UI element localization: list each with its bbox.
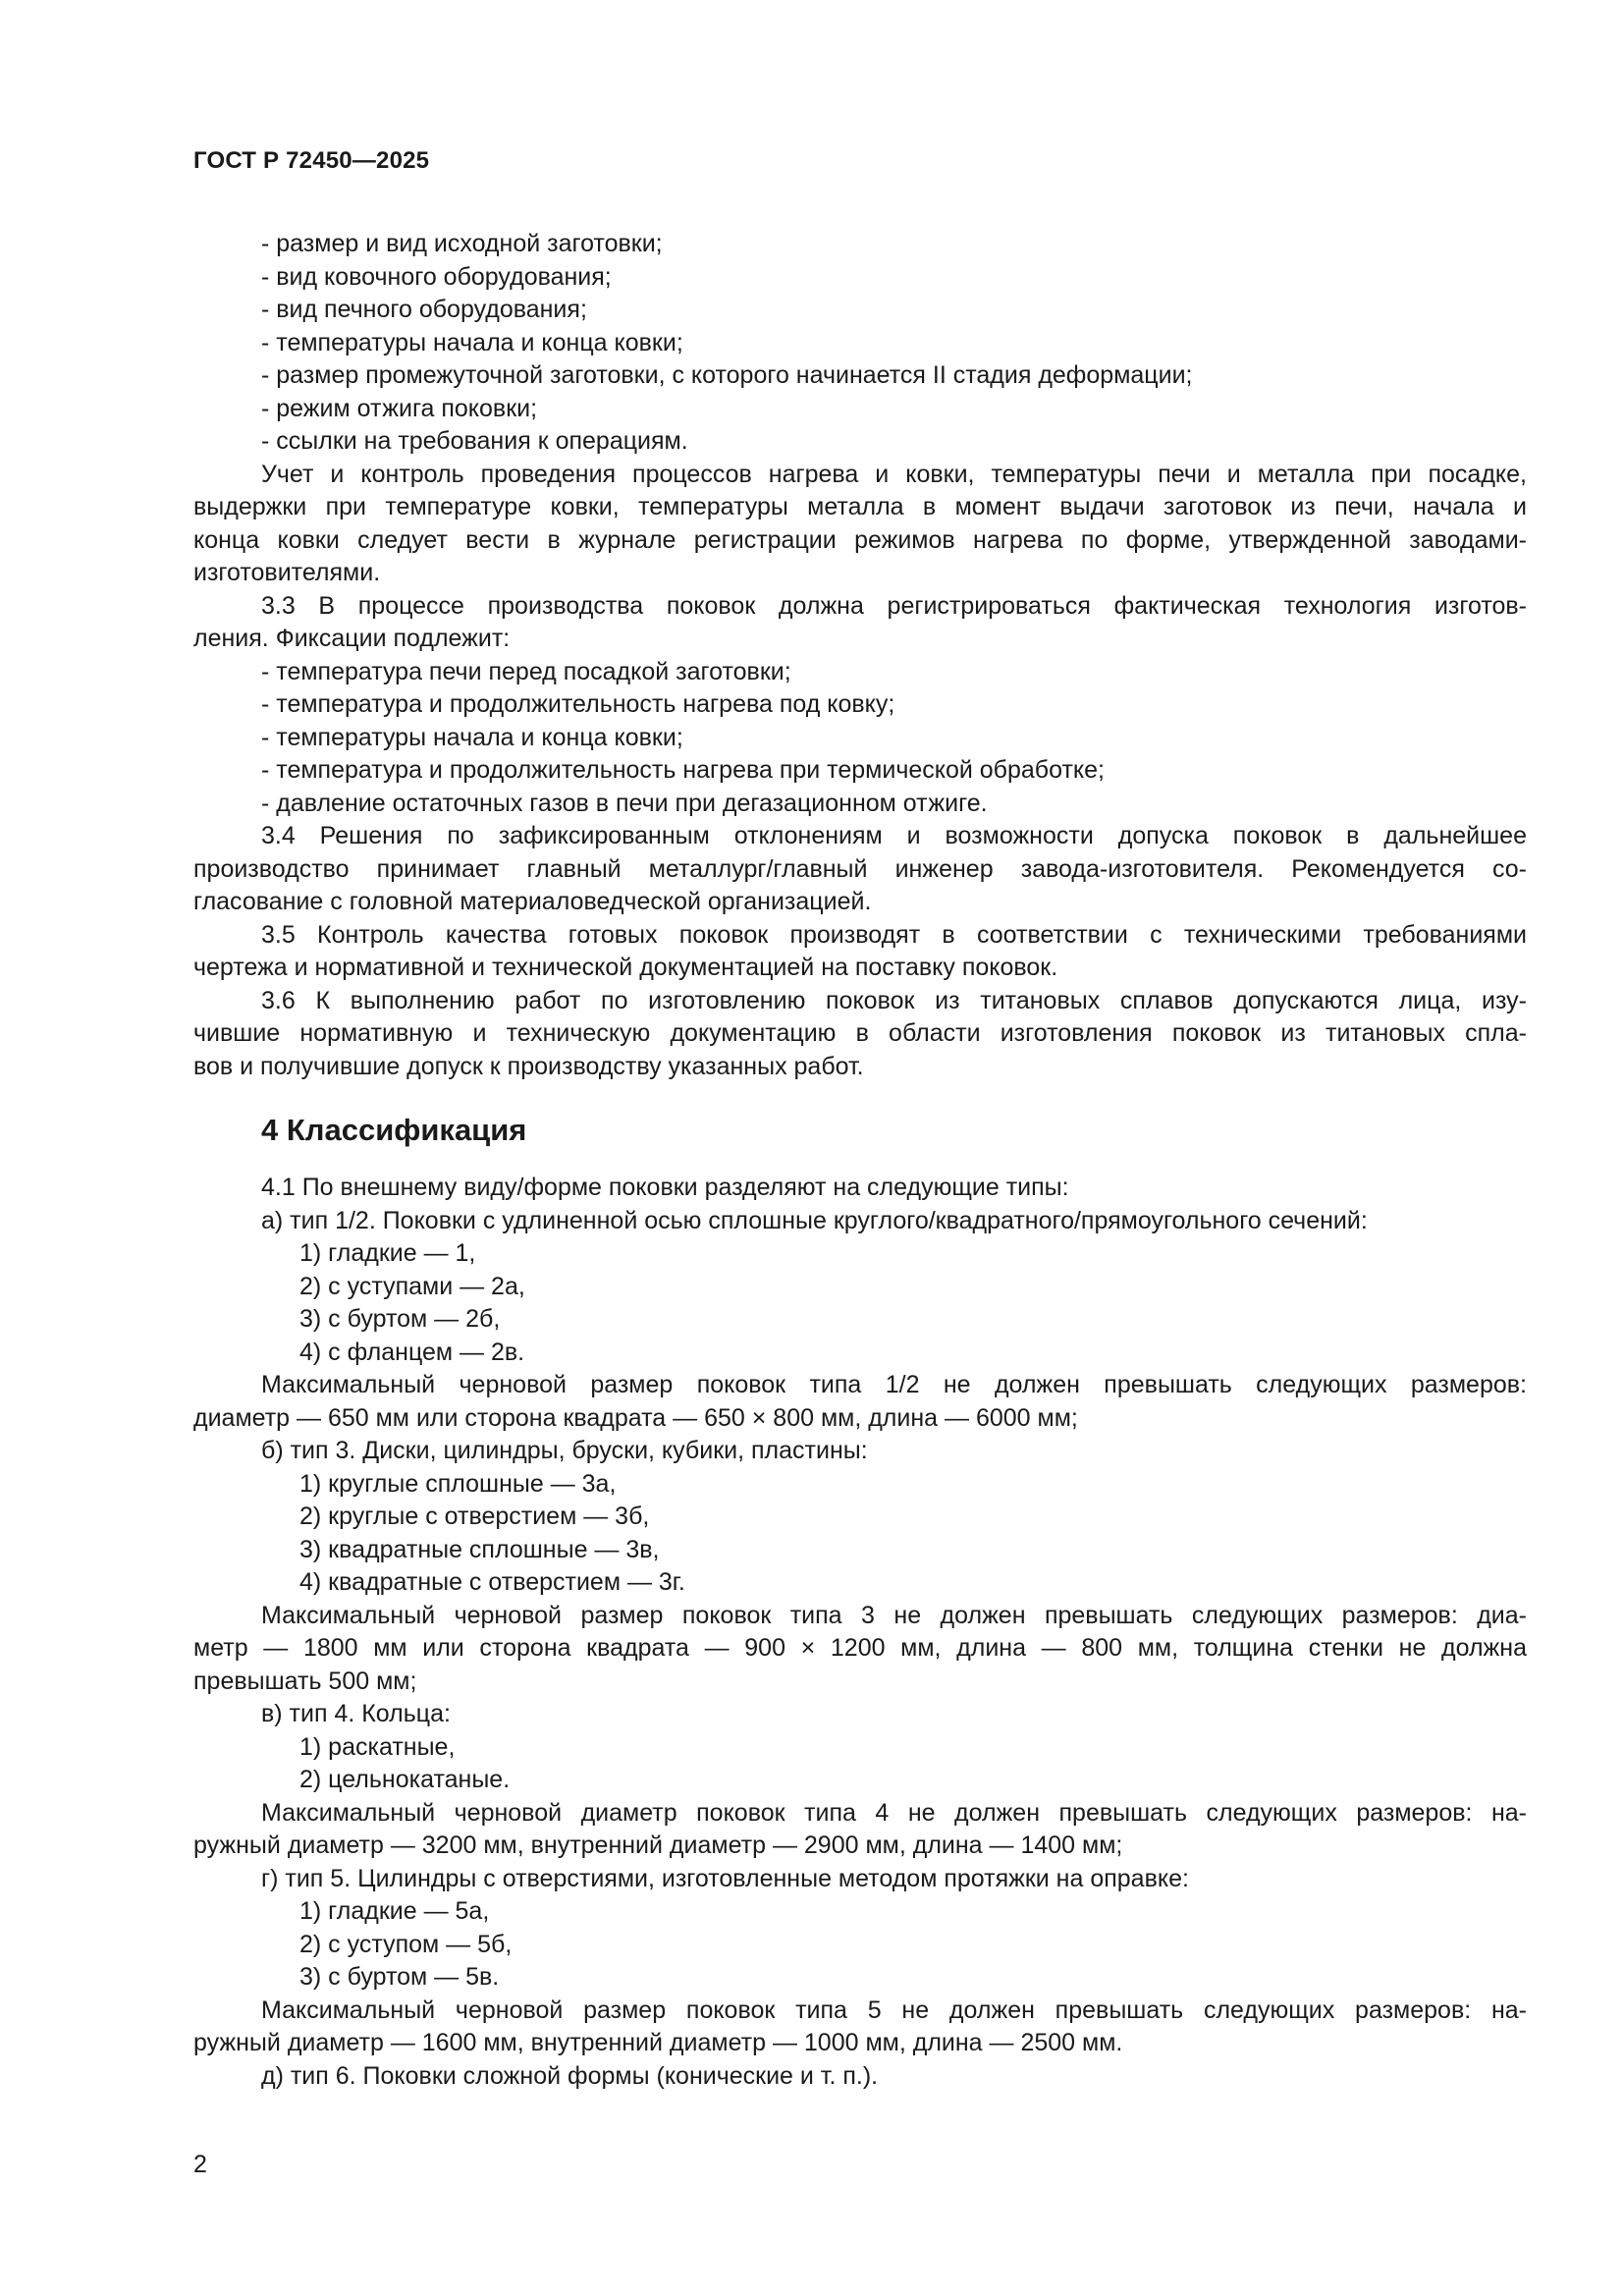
paragraph-line: выдержки при температуре ковки, температуры металла в момент выдачи заготовок из печи, начала и bbox=[193, 493, 1527, 520]
paragraph-line: метр — 1800 мм или сторона квадрата — 900 × 1200 мм, длина — 800 мм, толщина стенки не должна bbox=[193, 1634, 1527, 1662]
list-item: - размер промежуточной заготовки, с которого начинается II стадия деформации; bbox=[261, 361, 1193, 389]
paragraph-line: гласование с головной материаловедческой организацией. bbox=[193, 888, 872, 915]
list-item: - давление остаточных газов в печи при дегазационном отжиге. bbox=[261, 789, 988, 817]
list-item: 2) с уступом — 5б, bbox=[299, 1930, 513, 1958]
paragraph-line: ления. Фиксации подлежит: bbox=[193, 625, 511, 652]
list-item: - вид печного оборудования; bbox=[261, 296, 587, 323]
list-item: - ссылки на требования к операциям. bbox=[261, 427, 688, 455]
paragraph-line: 3.5 Контроль качества готовых поковок производят в соответствии с техническими требованиями bbox=[261, 920, 1527, 949]
list-item: 4) с фланцем — 2в. bbox=[299, 1338, 525, 1366]
paragraph-line: 3.4 Решения по зафиксированным отклонениям и возможности допуска поковок в дальнейшее bbox=[261, 822, 1527, 849]
list-item: - температуры начала и конца ковки; bbox=[261, 723, 683, 751]
list-item: 2) с уступами — 2а, bbox=[299, 1272, 525, 1300]
paragraph-line: Максимальный черновой размер поковок типа 1/2 не должен превышать следующих размеров: bbox=[261, 1371, 1527, 1398]
paragraph-line: 3.3 В процессе производства поковок должна регистрироваться фактическая технология изготов- bbox=[261, 591, 1527, 620]
document-body bbox=[193, 228, 1527, 2093]
list-item: в) тип 4. Кольца: bbox=[261, 1700, 451, 1727]
paragraph-line: производство принимает главный металлург/главный инженер завода-изготовителя. Рекомендуется со- bbox=[193, 854, 1527, 883]
list-item: г) тип 5. Цилиндры с отверстиями, изготовленные методом протяжки на оправке: bbox=[261, 1864, 1189, 1892]
list-item: б) тип 3. Диски, цилиндры, бруски, кубики, пластины: bbox=[261, 1437, 868, 1464]
paragraph-line: Максимальный черновой размер поковок типа 5 не должен превышать следующих размеров: на- bbox=[261, 1995, 1527, 2024]
paragraph-line: Максимальный черновой диаметр поковок типа 4 не должен превышать следующих размеров: на- bbox=[261, 1798, 1527, 1827]
list-item: д) тип 6. Поковки сложной формы (конические и т. п.). bbox=[261, 2061, 879, 2090]
section-heading: 4 Классификация bbox=[261, 1113, 527, 1147]
paragraph-line: 4.1 По внешнему виду/форме поковки разделяют на следующие типы: bbox=[261, 1174, 1069, 1201]
paragraph-line: Максимальный черновой размер поковок типа 3 не должен превышать следующих размеров: диа- bbox=[261, 1601, 1527, 1629]
list-item: - температура печи перед посадкой заготовки; bbox=[261, 657, 791, 685]
list-item: 4) квадратные с отверстием — 3г. bbox=[299, 1568, 685, 1596]
list-item: 1) гладкие — 1, bbox=[299, 1239, 476, 1267]
paragraph-line: ружный диаметр — 3200 мм, внутренний диаметр — 2900 мм, длина — 1400 мм; bbox=[193, 1831, 1123, 1859]
page-number: 2 bbox=[193, 2151, 207, 2178]
paragraph-line: конца ковки следует вести в журнале регистрации режимов нагрева по форме, утвержденной заводами- bbox=[193, 525, 1527, 554]
paragraph-line: чившие нормативную и техническую документацию в области изготовления поковок из титановых спла- bbox=[193, 1019, 1527, 1047]
list-item: 3) квадратные сплошные — 3в, bbox=[299, 1535, 660, 1563]
paragraph-line: изготовителями. bbox=[193, 559, 381, 586]
list-item: 1) гладкие — 5а, bbox=[299, 1897, 490, 1925]
list-item: 1) раскатные, bbox=[299, 1732, 456, 1761]
list-item: 3) с буртом — 5в. bbox=[299, 1963, 500, 1991]
list-item: а) тип 1/2. Поковки с удлиненной осью сплошные круглого/квадратного/прямоугольного сечений: bbox=[261, 1206, 1368, 1234]
list-item: 2) круглые с отверстием — 3б, bbox=[299, 1503, 650, 1530]
paragraph-line: диаметр — 650 мм или сторона квадрата — 650 × 800 мм, длина — 6000 мм; bbox=[193, 1403, 1078, 1432]
paragraph-line: 3.6 К выполнению работ по изготовлению поковок из титановых сплавов допускаются лица, изу- bbox=[261, 986, 1527, 1014]
list-item: - температура и продолжительность нагрева при термической обработке; bbox=[261, 756, 1105, 784]
list-item: 1) круглые сплошные — 3а, bbox=[299, 1469, 617, 1498]
paragraph-line: ружный диаметр — 1600 мм, внутренний диаметр — 1000 мм, длина — 2500 мм. bbox=[193, 2029, 1123, 2056]
paragraph-line: Учет и контроль проведения процессов нагрева и ковки, температуры печи и металла при посадке, bbox=[261, 460, 1527, 488]
list-item: - вид ковочного оборудования; bbox=[261, 262, 612, 291]
list-item: - температура и продолжительность нагрева под ковку; bbox=[261, 690, 895, 718]
list-item: - размер и вид исходной заготовки; bbox=[261, 230, 663, 257]
document-header: ГОСТ Р 72450—2025 bbox=[193, 147, 430, 174]
paragraph-line: превышать 500 мм; bbox=[193, 1667, 417, 1695]
paragraph-line: вов и получившие допуск к производству указанных работ. bbox=[193, 1052, 864, 1080]
list-item: 2) цельнокатаные. bbox=[299, 1766, 511, 1793]
list-item: - режим отжига поковки; bbox=[261, 394, 538, 422]
paragraph-line: чертежа и нормативной и технической документацией на поставку поковок. bbox=[193, 954, 1058, 981]
list-item: 3) с буртом — 2б, bbox=[299, 1305, 501, 1333]
list-item: - температуры начала и конца ковки; bbox=[261, 328, 683, 356]
